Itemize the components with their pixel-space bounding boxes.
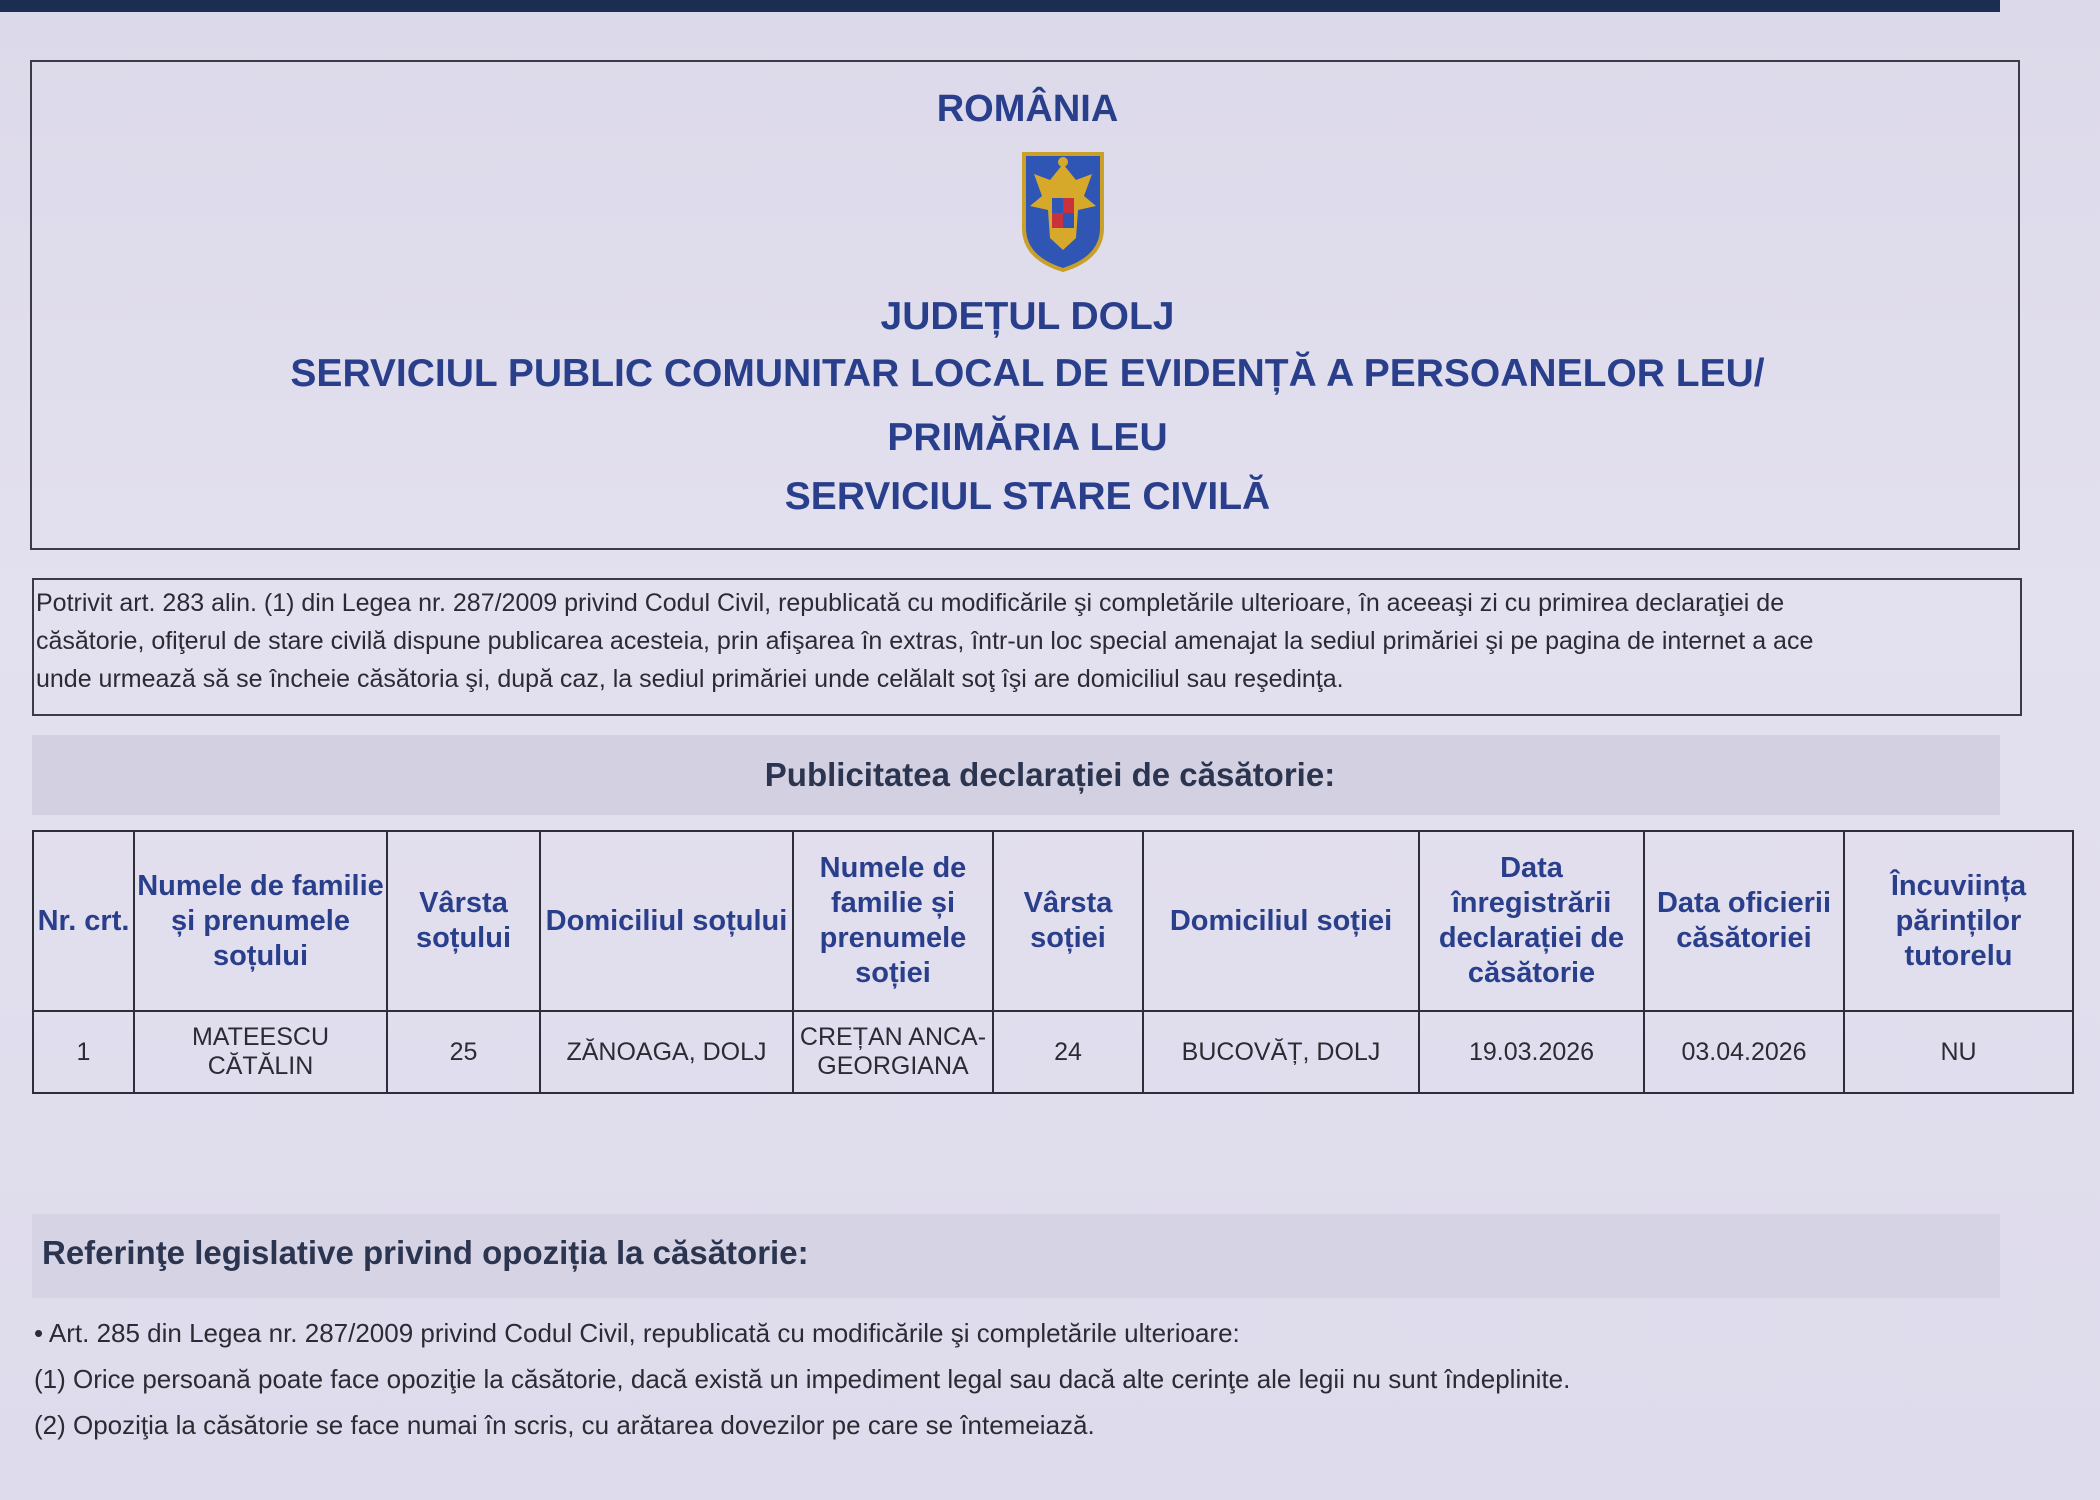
cell-husband-domicile: ZĂNOAGA, DOLJ bbox=[540, 1011, 793, 1093]
department-title: SERVICIUL STARE CIVILĂ bbox=[784, 475, 1271, 518]
table-row bbox=[33, 1011, 2073, 1093]
intro-line: unde urmează să se încheie căsătoria şi, după caz, la sediul primăriei unde celălalt soţ îşi are domiciliul sau reşedinţa. bbox=[36, 665, 1344, 693]
column-header-parental-consent: Încuviința părinților tutorelu bbox=[1844, 831, 2073, 1011]
cell-wife-name: CREȚAN ANCA-GEORGIANA bbox=[793, 1011, 993, 1093]
column-header-husband-domicile: Domiciliul soțului bbox=[540, 831, 793, 1011]
column-header-wife-age: Vârsta soției bbox=[993, 831, 1143, 1011]
column-header-nr: Nr. crt. bbox=[33, 831, 134, 1011]
intro-line: căsătorie, ofiţerul de stare civilă dispune publicarea acesteia, prin afişarea în extras, într-un loc special amenajat la sediul primăriei şi pe pagina de internet a ace bbox=[36, 627, 1814, 655]
county-title: JUDEȚUL DOLJ bbox=[880, 295, 1175, 338]
intro-paragraph bbox=[36, 584, 2000, 698]
column-header-wife-domicile: Domiciliul soției bbox=[1143, 831, 1419, 1011]
legal-title: Referinţe legislative privind opoziția la căsătorie: bbox=[42, 1234, 809, 1271]
country-title: ROMÂNIA bbox=[936, 88, 1119, 130]
table-header-row bbox=[33, 831, 2073, 1011]
column-header-husband-name: Numele de familie și prenumele soțului bbox=[134, 831, 387, 1011]
top-edge-strip bbox=[0, 0, 2000, 12]
cell-registration-date: 19.03.2026 bbox=[1419, 1011, 1644, 1093]
column-header-ceremony-date: Data oficierii căsătoriei bbox=[1644, 831, 1844, 1011]
intro-line: Potrivit art. 283 alin. (1) din Legea nr. 287/2009 privind Codul Civil, republicată cu modificările şi completările ulterioare, în aceeaşi zi cu primirea declaraţiei de bbox=[36, 589, 1785, 617]
cell-wife-age: 24 bbox=[993, 1011, 1143, 1093]
column-header-husband-age: Vârsta soțului bbox=[387, 831, 540, 1011]
cell-husband-name: MATEESCU CĂTĂLIN bbox=[134, 1011, 387, 1093]
cell-ceremony-date: 03.04.2026 bbox=[1644, 1011, 1844, 1093]
service-title: SERVICIUL PUBLIC COMUNITAR LOCAL DE EVIDENȚĂ A PERSOANELOR LEU/ bbox=[290, 352, 1765, 395]
column-header-registration-date: Data înregistrării declarației de căsătorie bbox=[1419, 831, 1644, 1011]
cell-wife-domicile: BUCOVĂȚ, DOLJ bbox=[1143, 1011, 1419, 1093]
coat-of-arms-icon bbox=[1020, 150, 1106, 272]
legal-paragraph: (2) Opoziţia la căsătorie se face numai în scris, cu arătarea dovezilor pe care se întemeiază. bbox=[34, 1410, 1095, 1440]
section-title: Publicitatea declarației de căsătorie: bbox=[764, 756, 1336, 793]
cell-nr: 1 bbox=[33, 1011, 134, 1093]
cell-husband-age: 25 bbox=[387, 1011, 540, 1093]
declarations-table bbox=[32, 830, 2074, 1094]
primaria-title: PRIMĂRIA LEU bbox=[887, 416, 1168, 459]
legal-paragraph: (1) Orice persoană poate face opoziţie la căsătorie, dacă există un impediment legal sau dacă alte cerinţe ale legii nu sunt îndeplinite. bbox=[34, 1364, 1571, 1394]
column-header-wife-name: Numele de familie și prenumele soției bbox=[793, 831, 993, 1011]
legal-bullet: • Art. 285 din Legea nr. 287/2009 privind Codul Civil, republicată cu modificările şi completările ulterioare: bbox=[34, 1318, 1240, 1348]
legal-references bbox=[34, 1310, 1994, 1448]
cell-parental-consent: NU bbox=[1844, 1011, 2073, 1093]
